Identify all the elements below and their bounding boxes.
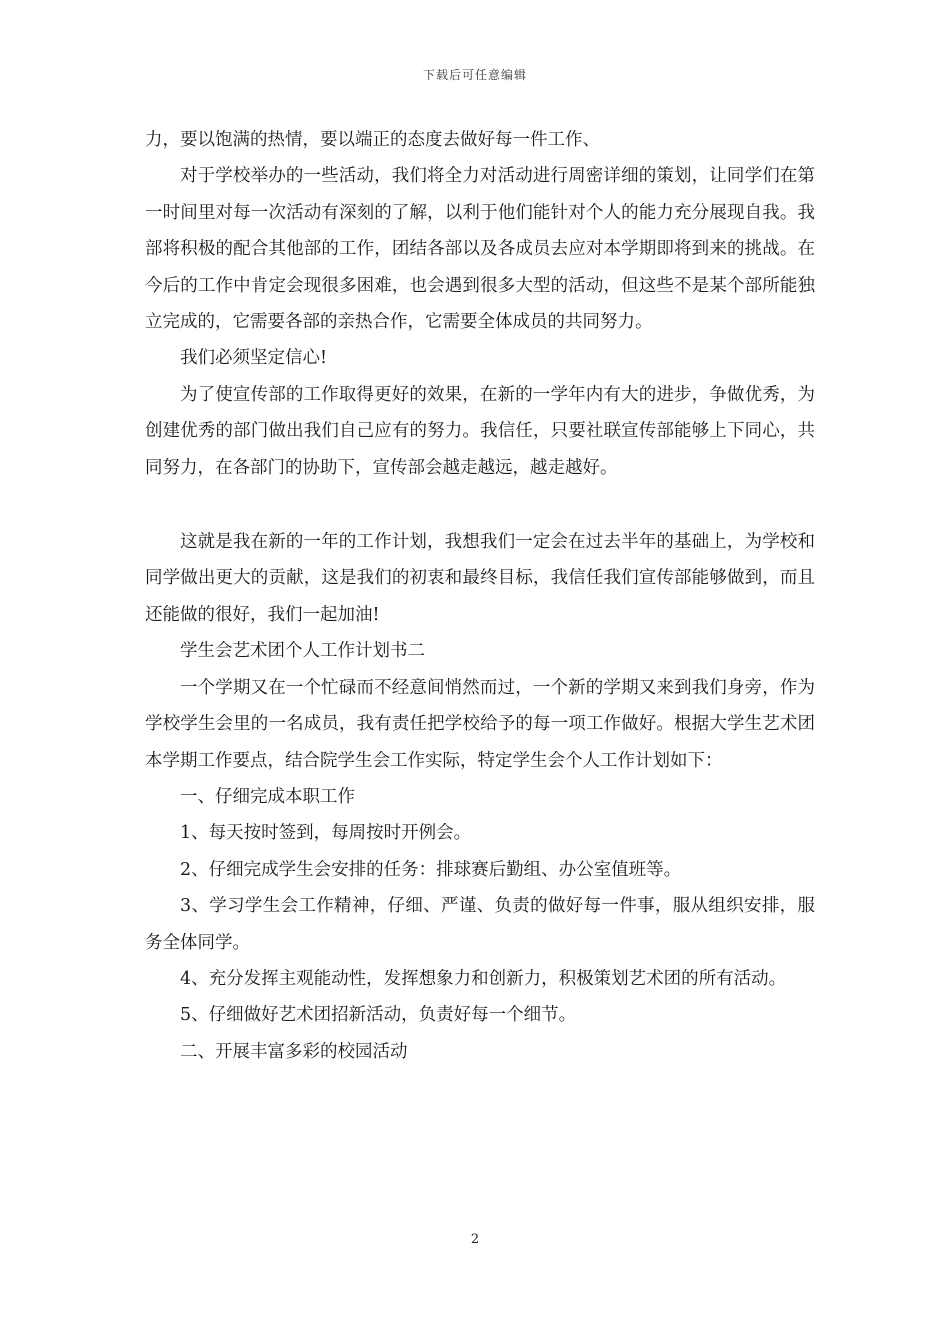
document-body xyxy=(145,122,815,1070)
paragraph-continuation: 力，要以饱满的热情，要以端正的态度去做好每一件工作、 xyxy=(145,130,600,150)
list-item: 3、学习学生会工作精神，仔细、严谨、负责的做好每一件事，服从组织安排，服务全体同学。 xyxy=(145,896,815,953)
heading-item-2: 二、开展丰富多彩的校园活动 xyxy=(180,1041,408,1062)
paragraph-conclusion: 这就是我在新的一年的工作计划，我想我们一定会在过去半年的基础上，为学校和同学做出更大的贡献，这是我们的初衷和最终目标，我信任我们宣传部能够做到，而且还能做的很好，我们一起加油! xyxy=(145,532,815,625)
list-item: 2、仔细完成学生会安排的任务：排球赛后勤组、办公室值班等。 xyxy=(180,859,682,880)
list-item: 5、仔细做好艺术团招新活动，负责好每一个细节。 xyxy=(180,1005,577,1026)
paragraph-publicity: 为了使宣传部的工作取得更好的效果，在新的一学年内有大的进步，争做优秀，为创建优秀的部门做出我们自己应有的努力。我信任，只要社联宣传部能够上下同心，共同努力，在各部门的协助下，宣传部会越走越远，越走越好。 xyxy=(145,384,815,478)
section-title: 学生会艺术团个人工作计划书二 xyxy=(180,641,425,662)
list-item: 1、每天按时签到，每周按时开例会。 xyxy=(180,823,472,844)
page-header: 下载后可任意编辑 xyxy=(422,68,527,82)
paragraph-confidence: 我们必须坚定信心! xyxy=(180,348,328,369)
list-item: 4、充分发挥主观能动性，发挥想象力和创新力，积极策划艺术团的所有活动。 xyxy=(180,968,787,989)
paragraph-intro: 一个学期又在一个忙碌而不经意间悄然而过，一个新的学期又来到我们身旁，作为学校学生会里的一名成员，我有责任把学校给予的每一项工作做好。根据大学生艺术团本学期工作要点，结合院学生会工作实际，特定学生会个人工作计划如下： xyxy=(145,677,815,771)
paragraph-gap xyxy=(145,486,815,524)
page-number: 2 xyxy=(470,1232,480,1247)
heading-item-1: 一、仔细完成本职工作 xyxy=(180,786,355,807)
paragraph-activities: 对于学校举办的一些活动，我们将全力对活动进行周密详细的策划，让同学们在第一时间里对每一次活动有深刻的了解，以利于他们能针对个人的能力充分展现自我。我部将积极的配合其他部的工作，团结各部以及各成员去应对本学期即将到来的挑战。在今后的工作中肯定会现很多困难，也会遇到很多大型的活动，但这些不是某个部所能独立完成的，它需要各部的亲热合作，它需要全体成员的共同努力。 xyxy=(145,166,815,333)
